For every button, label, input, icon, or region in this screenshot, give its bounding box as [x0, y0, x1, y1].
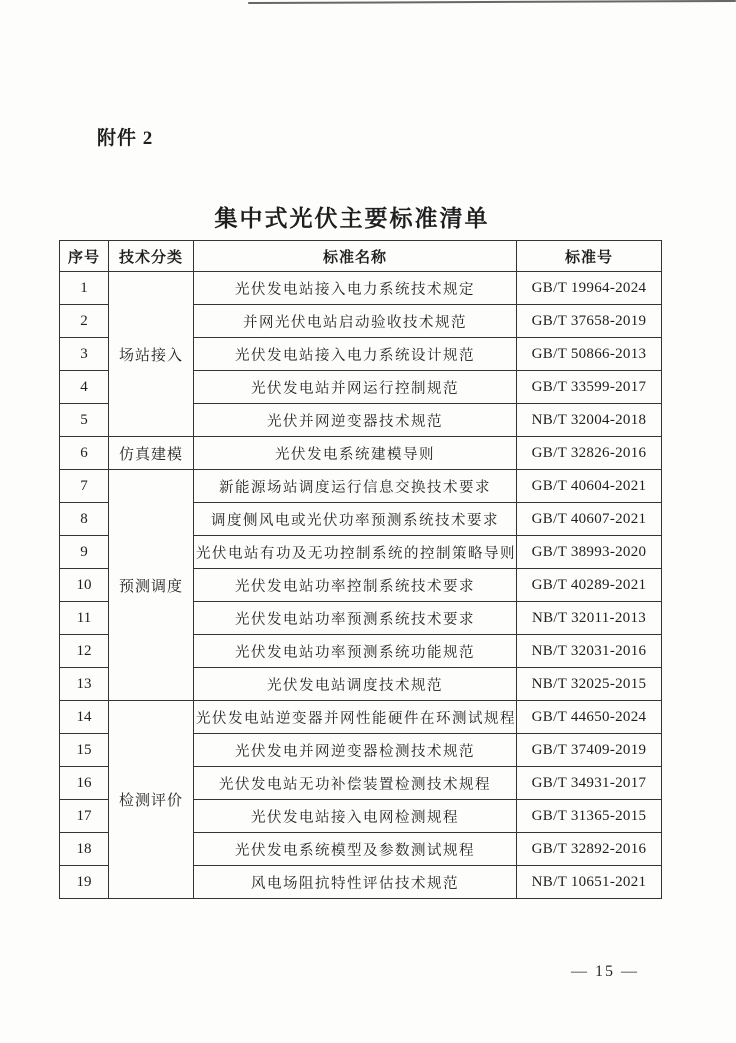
row-number-cell: 15	[60, 734, 109, 767]
row-number-cell: 9	[60, 536, 109, 569]
standard-code-cell: GB/T 38993-2020	[517, 536, 662, 569]
page-title: 集中式光伏主要标准清单	[214, 206, 490, 231]
standard-name-cell: 光伏并网逆变器技术规范	[194, 404, 517, 437]
row-number-cell: 12	[60, 635, 109, 668]
row-number-cell: 2	[60, 305, 109, 338]
standard-code-cell: NB/T 32031-2016	[517, 635, 662, 668]
standard-code-cell: GB/T 32826-2016	[517, 437, 662, 470]
row-number-cell: 17	[60, 800, 109, 833]
header-serial-number: 序号	[60, 241, 109, 272]
table-row	[60, 437, 662, 470]
page-number: — 15 —	[571, 963, 639, 980]
standard-code-cell: GB/T 44650-2024	[517, 701, 662, 734]
standard-code-cell: GB/T 32892-2016	[517, 833, 662, 866]
row-number-cell: 13	[60, 668, 109, 701]
standard-name-cell: 光伏发电并网逆变器检测技术规范	[194, 734, 517, 767]
row-number-cell: 6	[60, 437, 109, 470]
standard-code-cell: GB/T 40604-2021	[517, 470, 662, 503]
standard-name-cell: 光伏发电站接入电力系统技术规定	[194, 272, 517, 305]
standard-code-cell: NB/T 32011-2013	[517, 602, 662, 635]
standard-name-cell: 光伏发电系统模型及参数测试规程	[194, 833, 517, 866]
table-header	[60, 241, 662, 272]
standard-name-cell: 并网光伏电站启动验收技术规范	[194, 305, 517, 338]
row-number-cell: 14	[60, 701, 109, 734]
row-number-cell: 16	[60, 767, 109, 800]
standard-code-cell: GB/T 50866-2013	[517, 338, 662, 371]
standards-table	[59, 240, 662, 899]
row-number-cell: 10	[60, 569, 109, 602]
scan-edge-artifact	[248, 0, 736, 4]
standard-name-cell: 光伏发电站并网运行控制规范	[194, 371, 517, 404]
attachment-label: 附件 2	[97, 128, 154, 149]
standard-code-cell: GB/T 33599-2017	[517, 371, 662, 404]
category-cell: 仿真建模	[109, 437, 194, 470]
standard-name-cell: 调度侧风电或光伏功率预测系统技术要求	[194, 503, 517, 536]
standard-name-cell: 光伏发电站逆变器并网性能硬件在环测试规程	[194, 701, 517, 734]
header-standard-name: 标准名称	[194, 241, 517, 272]
row-number-cell: 4	[60, 371, 109, 404]
header-tech-category: 技术分类	[109, 241, 194, 272]
standard-name-cell: 光伏发电站接入电力系统设计规范	[194, 338, 517, 371]
table-row	[60, 470, 662, 503]
table-row	[60, 272, 662, 305]
standard-code-cell: GB/T 37658-2019	[517, 305, 662, 338]
table-body	[60, 272, 662, 899]
standard-code-cell: GB/T 19964-2024	[517, 272, 662, 305]
standard-code-cell: GB/T 37409-2019	[517, 734, 662, 767]
standard-name-cell: 光伏发电系统建模导则	[194, 437, 517, 470]
table-row	[60, 701, 662, 734]
row-number-cell: 19	[60, 866, 109, 899]
standard-name-cell: 光伏发电站接入电网检测规程	[194, 800, 517, 833]
row-number-cell: 18	[60, 833, 109, 866]
standard-code-cell: GB/T 31365-2015	[517, 800, 662, 833]
standard-name-cell: 光伏电站有功及无功控制系统的控制策略导则	[194, 536, 517, 569]
row-number-cell: 3	[60, 338, 109, 371]
row-number-cell: 1	[60, 272, 109, 305]
standard-name-cell: 光伏发电站无功补偿装置检测技术规程	[194, 767, 517, 800]
category-cell: 场站接入	[109, 272, 194, 437]
row-number-cell: 5	[60, 404, 109, 437]
standard-name-cell: 光伏发电站调度技术规范	[194, 668, 517, 701]
standard-name-cell: 光伏发电站功率预测系统技术要求	[194, 602, 517, 635]
standard-name-cell: 光伏发电站功率预测系统功能规范	[194, 635, 517, 668]
category-cell: 预测调度	[109, 470, 194, 701]
category-cell: 检测评价	[109, 701, 194, 899]
row-number-cell: 11	[60, 602, 109, 635]
row-number-cell: 7	[60, 470, 109, 503]
standard-name-cell: 光伏发电站功率控制系统技术要求	[194, 569, 517, 602]
table-header-row	[60, 241, 662, 272]
header-standard-code: 标准号	[517, 241, 662, 272]
standard-name-cell: 新能源场站调度运行信息交换技术要求	[194, 470, 517, 503]
standard-code-cell: NB/T 32025-2015	[517, 668, 662, 701]
standard-code-cell: GB/T 40607-2021	[517, 503, 662, 536]
row-number-cell: 8	[60, 503, 109, 536]
standard-code-cell: NB/T 32004-2018	[517, 404, 662, 437]
standard-name-cell: 风电场阻抗特性评估技术规范	[194, 866, 517, 899]
standard-code-cell: NB/T 10651-2021	[517, 866, 662, 899]
standard-code-cell: GB/T 34931-2017	[517, 767, 662, 800]
standard-code-cell: GB/T 40289-2021	[517, 569, 662, 602]
